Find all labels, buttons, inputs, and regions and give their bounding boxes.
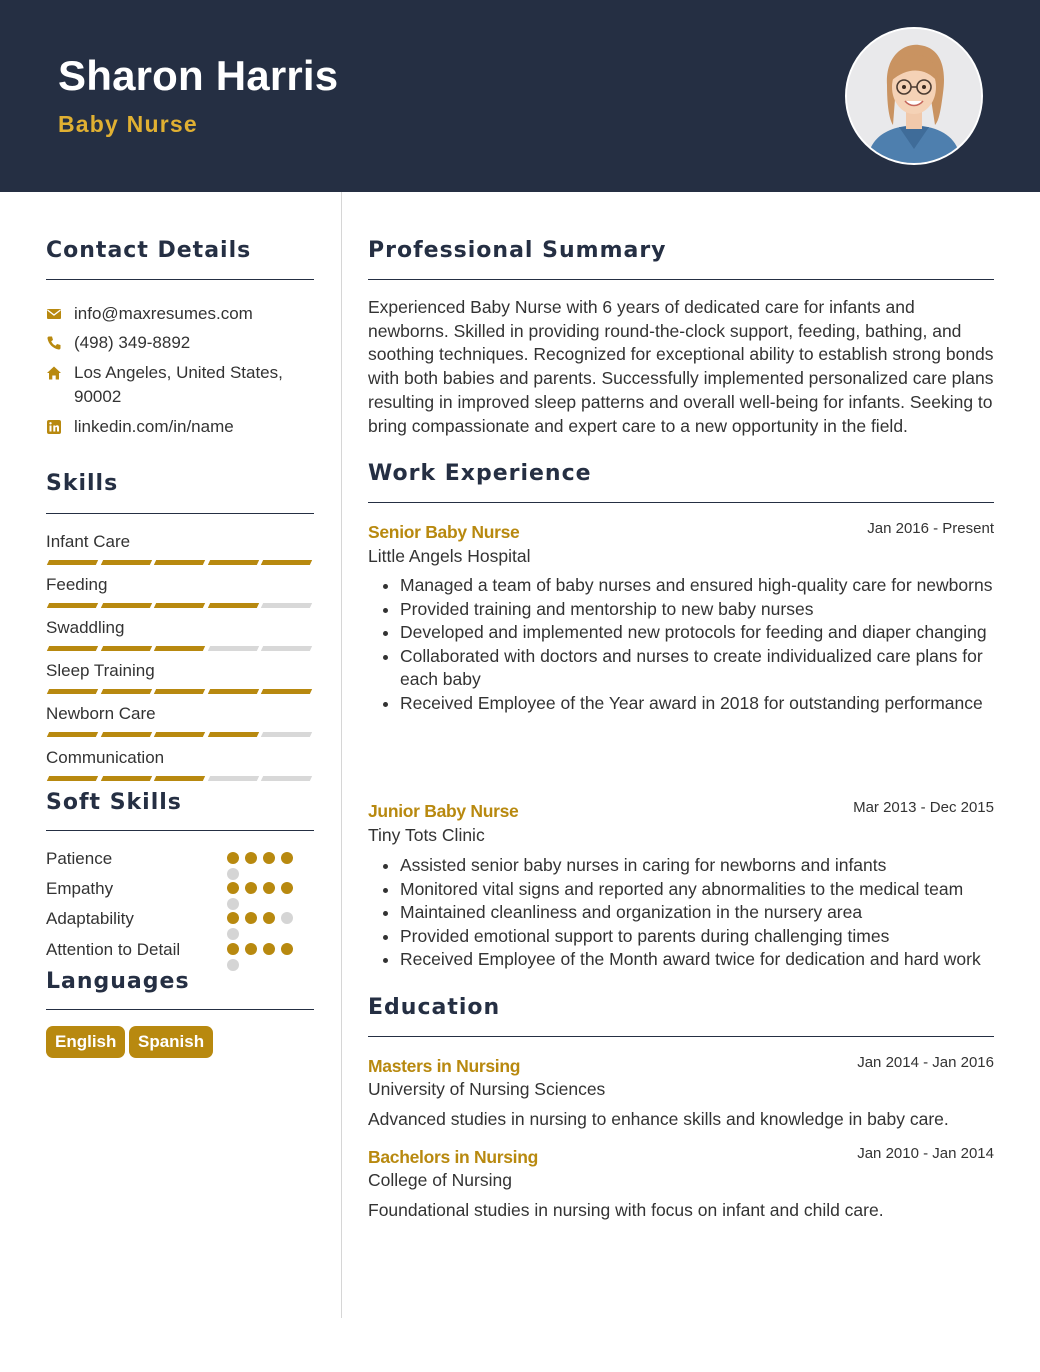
linkedin-icon bbox=[46, 419, 62, 435]
skill-level-segment bbox=[207, 732, 258, 737]
contact-heading: Contact Details bbox=[46, 238, 252, 263]
job-bullet: • Provided training and mentorship to new baby nurses bbox=[400, 598, 994, 622]
skill-level-segment bbox=[100, 689, 151, 694]
summary-heading-rule bbox=[368, 279, 994, 280]
job-bullet: • Maintained cleanliness and organization in the nursery area bbox=[400, 901, 994, 925]
education-heading: Education bbox=[368, 995, 501, 1020]
education-desc: Advanced studies in nursing to enhance skills and knowledge in baby care. bbox=[368, 1109, 949, 1129]
experience-heading: Work Experience bbox=[368, 461, 592, 486]
job-bullet: • Received Employee of the Month award twice for dedication and hard work bbox=[400, 948, 994, 972]
skill-level-segment bbox=[47, 560, 98, 565]
job-bullets bbox=[368, 854, 994, 972]
soft-skill-dot bbox=[281, 852, 293, 864]
skill-level-segment bbox=[47, 732, 98, 737]
skill-name: Infant Care bbox=[46, 532, 131, 551]
skill-level-segment bbox=[47, 689, 98, 694]
language-chip: English bbox=[46, 1026, 125, 1058]
education-school: University of Nursing Sciences bbox=[368, 1079, 606, 1099]
soft-skill-dot bbox=[227, 912, 239, 924]
soft-skill-dot bbox=[245, 882, 257, 894]
soft-skill-dot bbox=[281, 912, 293, 924]
contact-linkedin-text: linkedin.com/in/name bbox=[74, 417, 234, 436]
skill-level-segment bbox=[261, 776, 312, 781]
skill-level-segment bbox=[207, 776, 258, 781]
education-desc: Foundational studies in nursing with focus on infant and child care. bbox=[368, 1200, 884, 1220]
candidate-name: Sharon Harris bbox=[58, 52, 339, 99]
skill-name: Feeding bbox=[46, 575, 108, 594]
skill-name: Communication bbox=[46, 748, 165, 767]
languages-heading-rule bbox=[46, 1009, 314, 1010]
job-bullet: • Managed a team of baby nurses and ensured high-quality care for newborns bbox=[400, 574, 994, 598]
education-school: College of Nursing bbox=[368, 1170, 512, 1190]
education-degree: Masters in Nursing bbox=[368, 1056, 521, 1076]
languages-list bbox=[46, 1026, 314, 1058]
soft-skill-dot bbox=[227, 882, 239, 894]
soft-skills-heading-rule bbox=[46, 830, 314, 831]
skill-level-segment bbox=[261, 560, 312, 565]
soft-skill-dot bbox=[227, 852, 239, 864]
job-org: Tiny Tots Clinic bbox=[368, 825, 485, 845]
job-dates: Jan 2016 - Present bbox=[867, 520, 994, 537]
contact-phone-text: (498) 349-8892 bbox=[74, 333, 191, 352]
skill-level-segment bbox=[100, 732, 151, 737]
contact-email-text: info@maxresumes.com bbox=[74, 304, 253, 323]
skill-level-segment bbox=[207, 603, 258, 608]
phone-icon bbox=[46, 335, 62, 351]
job-role: Senior Baby Nurse bbox=[368, 522, 520, 542]
skill-level-segment bbox=[261, 732, 312, 737]
skill-level-segment bbox=[154, 776, 205, 781]
contact-address-text: Los Angeles, United States, 90002 bbox=[74, 363, 283, 406]
envelope-icon bbox=[46, 306, 62, 322]
job-bullet: • Developed and implemented new protocols for feeding and diaper changing bbox=[400, 621, 994, 645]
job-bullet: • Collaborated with doctors and nurses to create individualized care plans for each baby bbox=[400, 645, 994, 692]
skill-level-segment bbox=[207, 646, 258, 651]
skill-name: Sleep Training bbox=[46, 661, 155, 680]
skill-level-segment bbox=[261, 689, 312, 694]
job-bullet: • Received Employee of the Year award in 2018 for outstanding performance bbox=[400, 692, 994, 716]
skill-level-segment bbox=[154, 646, 205, 651]
skill-level-segment bbox=[154, 560, 205, 565]
home-icon bbox=[46, 365, 62, 381]
soft-skills-heading: Soft Skills bbox=[46, 790, 182, 815]
summary-text: Experienced Baby Nurse with 6 years of dedicated care for infants and newborns. Skilled in providing round-the-clock support, feeding, bathing, and soothing techniques. Recognized for exceptional ability to establish strong bonds with both babies and parents. Successfully implemented personalized care plans resulting in improved sleep patterns and overall well-being for infants. Seeking to bring compassionate and expert care to a new opportunity in the field. bbox=[368, 297, 994, 436]
soft-skill-dot bbox=[263, 943, 275, 955]
skill-level-segment bbox=[207, 560, 258, 565]
languages-heading: Languages bbox=[46, 969, 190, 994]
summary-heading: Professional Summary bbox=[368, 238, 667, 263]
profile-photo-icon bbox=[847, 29, 981, 163]
skill-level-bar bbox=[46, 603, 314, 609]
language-chip: Spanish bbox=[129, 1026, 213, 1058]
skill-level-bar bbox=[46, 689, 314, 695]
skill-level-bar bbox=[46, 646, 314, 652]
soft-skill-name: Adaptability bbox=[46, 909, 134, 928]
education-dates: Jan 2014 - Jan 2016 bbox=[857, 1054, 994, 1071]
experience-heading-rule bbox=[368, 502, 994, 503]
skill-level-segment bbox=[47, 776, 98, 781]
soft-skill-dot bbox=[227, 898, 239, 910]
job-role: Junior Baby Nurse bbox=[368, 801, 519, 821]
soft-skill-dot bbox=[245, 852, 257, 864]
soft-skill-name: Empathy bbox=[46, 879, 114, 898]
column-divider bbox=[341, 192, 342, 1318]
soft-skill-name: Patience bbox=[46, 849, 113, 868]
skill-level-bar bbox=[46, 732, 314, 738]
skill-level-segment bbox=[47, 646, 98, 651]
skill-level-segment bbox=[100, 603, 151, 608]
soft-skill-dot bbox=[227, 943, 239, 955]
soft-skill-name: Attention to Detail bbox=[46, 940, 181, 959]
soft-skill-dot bbox=[227, 959, 239, 971]
skill-name: Swaddling bbox=[46, 618, 125, 637]
soft-skill-dot bbox=[263, 912, 275, 924]
soft-skill-dot bbox=[245, 943, 257, 955]
education-dates: Jan 2010 - Jan 2014 bbox=[857, 1145, 994, 1162]
soft-skill-dot bbox=[227, 928, 239, 940]
job-bullets bbox=[368, 574, 994, 715]
skill-level-segment bbox=[261, 646, 312, 651]
skill-level-segment bbox=[47, 603, 98, 608]
job-bullet: • Assisted senior baby nurses in caring for newborns and infants bbox=[400, 854, 994, 878]
skill-level-segment bbox=[207, 689, 258, 694]
soft-skill-dot bbox=[263, 852, 275, 864]
job-bullet: • Monitored vital signs and reported any abnormalities to the medical team bbox=[400, 878, 994, 902]
soft-skill-dot bbox=[245, 912, 257, 924]
job-org: Little Angels Hospital bbox=[368, 546, 531, 566]
skills-heading-rule bbox=[46, 513, 314, 514]
skill-level-segment bbox=[100, 560, 151, 565]
job-dates: Mar 2013 - Dec 2015 bbox=[853, 799, 994, 816]
soft-skill-dot bbox=[263, 882, 275, 894]
soft-skill-dot bbox=[281, 943, 293, 955]
soft-skill-dot bbox=[227, 868, 239, 880]
job-bullet: • Provided emotional support to parents during challenging times bbox=[400, 925, 994, 949]
avatar bbox=[845, 27, 983, 165]
skill-level-bar bbox=[46, 776, 314, 782]
candidate-title: Baby Nurse bbox=[58, 111, 198, 137]
skill-level-segment bbox=[100, 776, 151, 781]
soft-skill-dot bbox=[281, 882, 293, 894]
skill-level-segment bbox=[100, 646, 151, 651]
skill-level-bar bbox=[46, 560, 314, 566]
resume-header bbox=[0, 0, 1040, 192]
contact-heading-rule bbox=[46, 279, 314, 280]
education-degree: Bachelors in Nursing bbox=[368, 1147, 539, 1167]
skill-name: Newborn Care bbox=[46, 704, 156, 723]
skill-level-segment bbox=[154, 732, 205, 737]
skills-heading: Skills bbox=[46, 471, 119, 496]
education-heading-rule bbox=[368, 1036, 994, 1037]
skill-level-segment bbox=[154, 689, 205, 694]
skill-level-segment bbox=[261, 603, 312, 608]
skill-level-segment bbox=[154, 603, 205, 608]
